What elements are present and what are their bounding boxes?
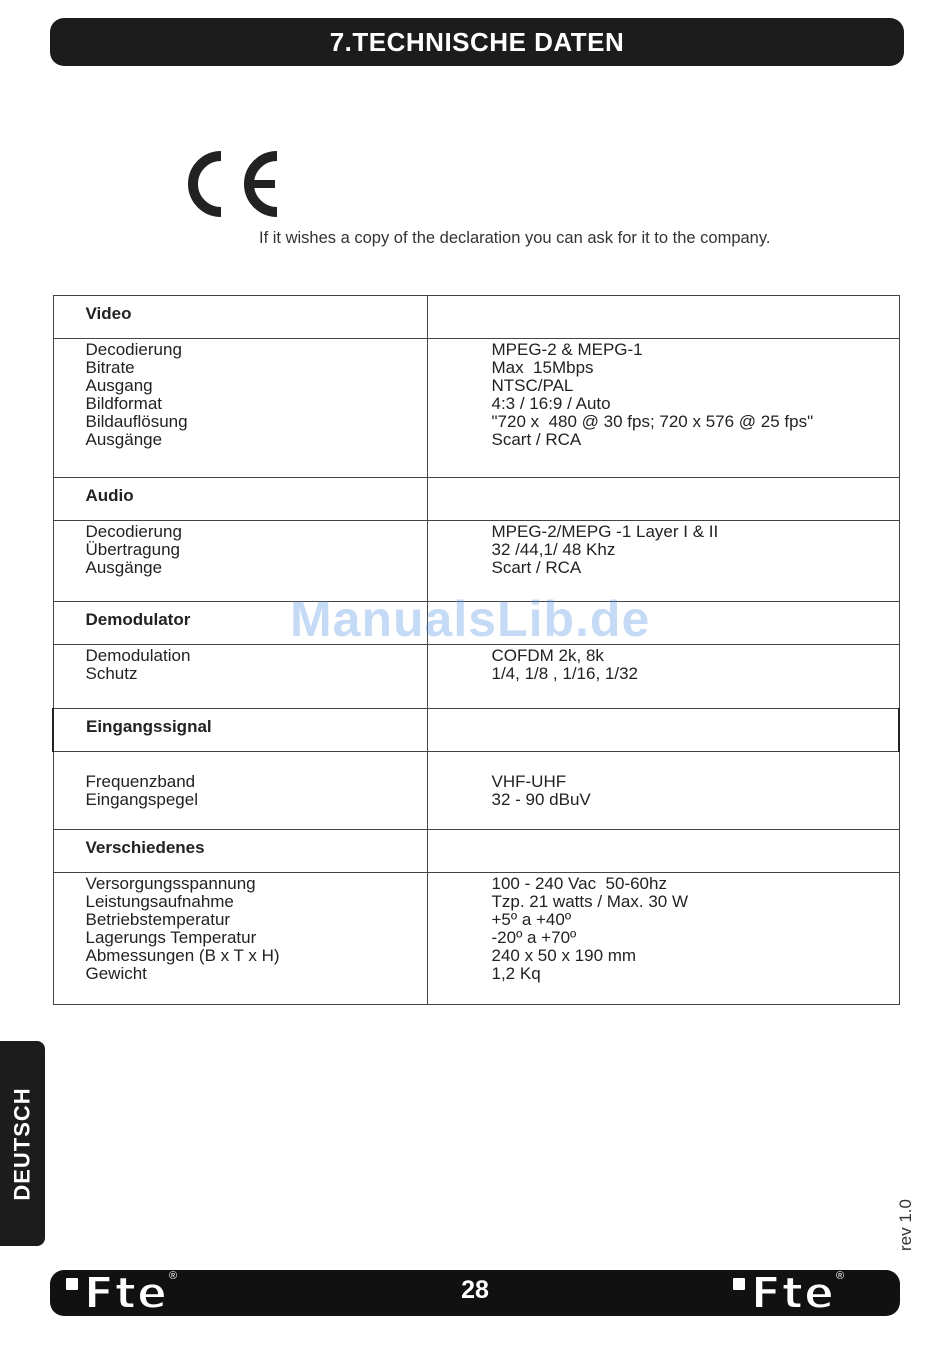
spec-label: Eingangspegel xyxy=(85,790,198,809)
declaration-note: If it wishes a copy of the declaration you can ask for it to the company. xyxy=(259,229,771,247)
section-title: Demodulator xyxy=(53,602,427,645)
spec-label: Leistungsaufnahme xyxy=(85,892,234,911)
spec-value: 32 - 90 dBuV xyxy=(491,790,591,809)
ce-mark-icon xyxy=(185,148,281,220)
revision-label: rev 1.0 xyxy=(895,1199,915,1251)
spec-values xyxy=(427,645,899,709)
spec-value: COFDM 2k, 8k xyxy=(491,646,604,665)
spec-label: Ausgänge xyxy=(85,430,163,449)
section-header-row xyxy=(53,830,899,873)
spec-labels xyxy=(53,873,427,1005)
logo-text: Fte xyxy=(84,1268,168,1319)
spec-labels xyxy=(53,645,427,709)
section-header-row xyxy=(53,478,899,521)
spec-label: Decodierung xyxy=(85,340,182,359)
spec-value: 32 /44,1/ 48 Khz xyxy=(491,540,616,559)
header-bar xyxy=(50,18,904,66)
section-header-row xyxy=(53,602,899,645)
page-number: 28 xyxy=(461,1276,489,1304)
spec-values xyxy=(427,339,899,478)
spec-value: 240 x 50 x 190 mm xyxy=(491,946,637,965)
spec-value: +5º a +40º xyxy=(491,910,572,929)
spec-value: NTSC/PAL xyxy=(491,376,574,395)
spec-value: MPEG-2 & MEPG-1 xyxy=(491,340,643,359)
section-data-row xyxy=(53,645,899,709)
spec-label: Abmessungen (B x T x H) xyxy=(85,946,280,965)
language-tab xyxy=(0,1041,45,1246)
spec-values xyxy=(427,873,899,1005)
spec-labels xyxy=(53,521,427,602)
spec-labels xyxy=(53,339,427,478)
spec-value: Scart / RCA xyxy=(491,558,582,577)
spec-table xyxy=(52,295,900,1005)
spec-label: Übertragung xyxy=(85,540,181,559)
spec-label: Schutz xyxy=(85,664,138,683)
spec-label: Ausgänge xyxy=(85,558,163,577)
spec-label: Bildauflösung xyxy=(85,412,188,431)
spec-values xyxy=(427,521,899,602)
spec-value: 1/4, 1/8 , 1/16, 1/32 xyxy=(491,664,639,683)
spec-label: Betriebstemperatur xyxy=(85,910,231,929)
spec-labels xyxy=(53,752,427,830)
spec-values xyxy=(427,752,899,830)
fte-logo-right xyxy=(731,1268,844,1320)
registered-mark: ® xyxy=(835,1270,845,1282)
spec-value: Tzp. 21 watts / Max. 30 W xyxy=(491,892,689,911)
spec-label: Decodierung xyxy=(85,522,182,541)
spec-value: MPEG-2/MEPG -1 Layer I & II xyxy=(491,522,719,541)
language-label: DEUTSCH xyxy=(9,1086,35,1201)
logo-square-icon xyxy=(64,1276,80,1292)
section-title: Eingangssignal xyxy=(53,709,427,752)
spec-value: Max 15Mbps xyxy=(491,358,594,377)
spec-value: Scart / RCA xyxy=(491,430,582,449)
spec-label: Lagerungs Temperatur xyxy=(85,928,257,947)
fte-logo-left xyxy=(64,1268,177,1320)
section-header-row xyxy=(53,709,899,752)
section-data-row xyxy=(53,521,899,602)
spec-label: Ausgang xyxy=(85,376,153,395)
spec-value: 100 - 240 Vac 50-60hz xyxy=(491,874,667,893)
spec-label: Demodulation xyxy=(85,646,191,665)
spec-value: 1,2 Kq xyxy=(491,964,541,983)
section-header-row xyxy=(53,296,899,339)
section-data-row xyxy=(53,752,899,830)
page-title: 7.TECHNISCHE DATEN xyxy=(329,26,625,57)
spec-label: Versorgungsspannung xyxy=(85,874,256,893)
registered-mark: ® xyxy=(168,1270,178,1282)
spec-label: Gewicht xyxy=(85,964,147,983)
section-title: Video xyxy=(53,296,427,339)
logo-square-icon xyxy=(731,1276,747,1292)
spec-value: 4:3 / 16:9 / Auto xyxy=(491,394,611,413)
watermark: ManualsLib.de xyxy=(290,591,651,647)
spec-label: Frequenzband xyxy=(85,772,196,791)
spec-value: "720 x 480 @ 30 fps; 720 x 576 @ 25 fps" xyxy=(491,412,814,431)
section-data-row xyxy=(53,339,899,478)
logo-text: Fte xyxy=(751,1268,835,1319)
section-data-row xyxy=(53,873,899,1005)
spec-value: -20º a +70º xyxy=(491,928,577,947)
spec-value: VHF-UHF xyxy=(491,772,567,791)
section-title: Verschiedenes xyxy=(53,830,427,873)
spec-label: Bildformat xyxy=(85,394,163,413)
section-title: Audio xyxy=(53,478,427,521)
spec-label: Bitrate xyxy=(85,358,135,377)
